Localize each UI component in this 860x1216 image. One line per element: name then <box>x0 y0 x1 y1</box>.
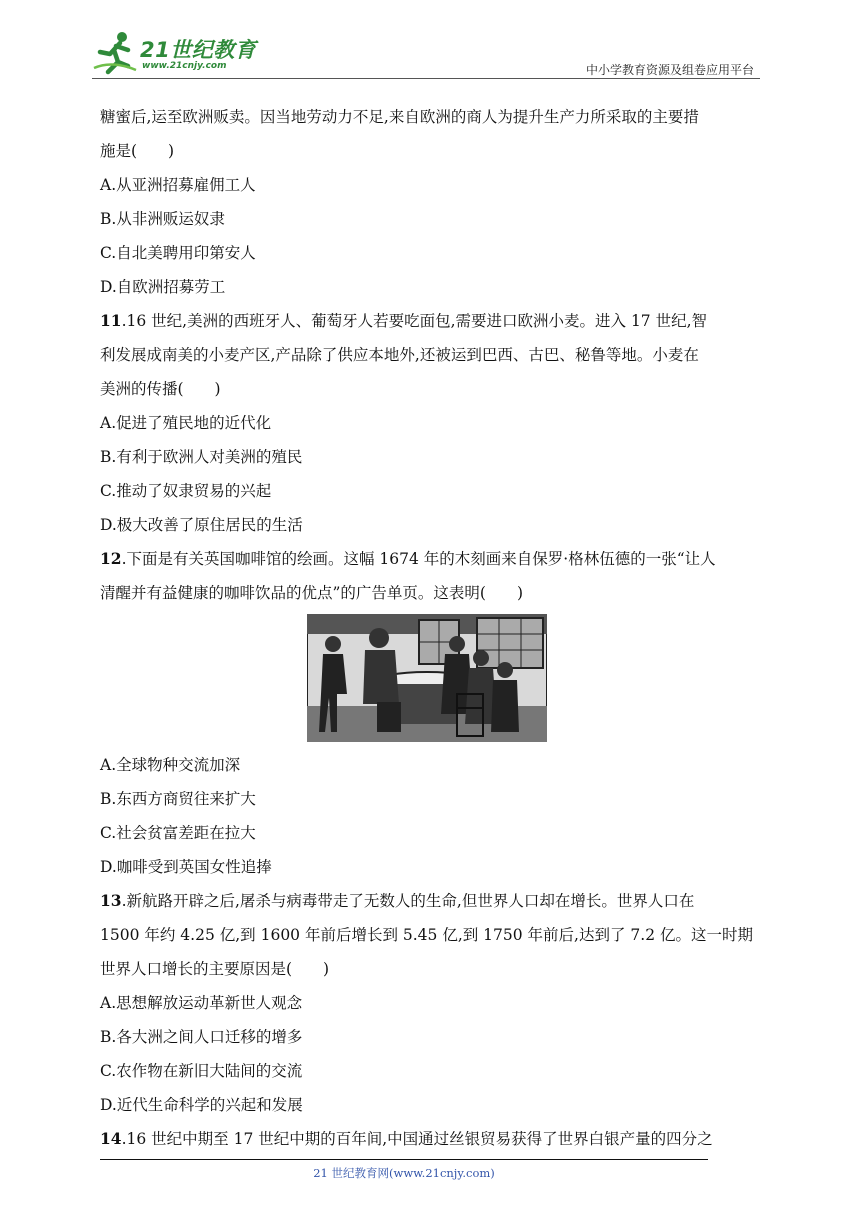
option-b: B.东西方商贸往来扩大 <box>100 790 256 808</box>
question-number: 13 <box>100 891 122 910</box>
question-number: 11 <box>100 311 122 330</box>
option-a: A.思想解放运动革新世人观念 <box>100 994 303 1012</box>
logo-text: 21世纪教育 <box>140 38 257 62</box>
platform-name: 中小学教育资源及组卷应用平台 <box>585 63 754 77</box>
option-c: C.自北美聘用印第安人 <box>100 244 256 262</box>
site-logo <box>92 30 262 76</box>
question-number: 14 <box>100 1129 122 1148</box>
question-text-line: 利发展成南美的小麦产区,产品除了供应本地外,还被运到巴西、古巴、秘鲁等地。小麦在 <box>100 346 699 364</box>
footer-text: 21 世纪教育网(www.21cnjy.com) <box>313 1166 495 1180</box>
question-text-line: 清醒并有益健康的咖啡饮品的优点”的广告单页。这表明( ) <box>100 584 524 602</box>
option-a: A.从亚洲招募雇佣工人 <box>100 176 256 194</box>
question-12-line: 12.下面是有关英国咖啡馆的绘画。这幅 1674 年的木刻画来自保罗·格林伍德的一张“让人 <box>100 549 716 568</box>
logo-url: www.21cnjy.com <box>142 61 227 71</box>
question-text-line: 1500 年约 4.25 亿,到 1600 年前后增长到 5.45 亿,到 1750 年前后,达到了 7.2 亿。这一时期 <box>100 926 753 944</box>
option-a: A.促进了殖民地的近代化 <box>100 414 272 432</box>
option-b: B.各大洲之间人口迁移的增多 <box>100 1028 303 1046</box>
coffeehouse-woodcut-image <box>307 614 547 742</box>
option-d: D.咖啡受到英国女性追捧 <box>100 858 272 876</box>
question-text-line: 世界人口增长的主要原因是( ) <box>100 960 330 978</box>
option-b: B.从非洲贩运奴隶 <box>100 210 225 228</box>
runner-icon <box>92 30 140 76</box>
question-content <box>100 100 766 1156</box>
option-d: D.近代生命科学的兴起和发展 <box>100 1096 303 1114</box>
header-divider <box>92 78 760 79</box>
option-d: D.自欧洲招募劳工 <box>100 278 226 296</box>
question-text-line: 施是( ) <box>100 142 175 160</box>
page-header <box>92 30 760 80</box>
question-13-line: 13.新航路开辟之后,屠杀与病毒带走了无数人的生命,但世界人口却在增长。世界人口在 <box>100 891 695 910</box>
question-text-line: 美洲的传播( ) <box>100 380 221 398</box>
option-a: A.全球物种交流加深 <box>100 756 241 774</box>
question-14-line: 14.16 世纪中期至 17 世纪中期的百年间,中国通过丝银贸易获得了世界白银产量的四分之 <box>100 1129 713 1148</box>
option-b: B.有利于欧洲人对美洲的殖民 <box>100 448 303 466</box>
question-text-line: 糖蜜后,运至欧洲贩卖。因当地劳动力不足,来自欧洲的商人为提升生产力所采取的主要措 <box>100 108 699 126</box>
option-d: D.极大改善了原住居民的生活 <box>100 516 303 534</box>
question-11-line: 11.16 世纪,美洲的西班牙人、葡萄牙人若要吃面包,需要进口欧洲小麦。进入 17 世纪,智 <box>100 311 708 330</box>
question-number: 12 <box>100 549 122 568</box>
option-c: C.推动了奴隶贸易的兴起 <box>100 482 272 500</box>
footer-divider <box>100 1159 708 1160</box>
option-c: C.社会贫富差距在拉大 <box>100 824 256 842</box>
option-c: C.农作物在新旧大陆间的交流 <box>100 1062 303 1080</box>
